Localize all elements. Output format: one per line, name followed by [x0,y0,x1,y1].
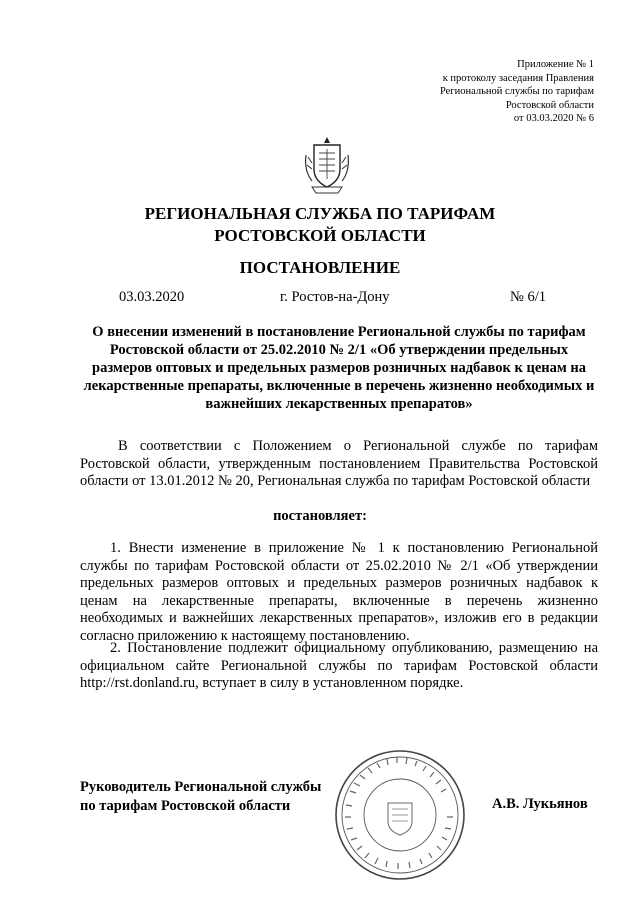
annex-line: к протоколу заседания Правления [442,72,594,84]
resolves-heading: постановляет: [273,508,367,524]
document-city: г. Ростов-на-Дону [280,289,390,305]
annex-note [440,58,594,126]
official-seal-stamp [330,745,470,885]
signatory-name: А.В. Лукьянов [492,796,588,812]
annex-line: Региональной службы по тарифам [439,86,594,97]
org-line: РЕГИОНАЛЬНАЯ СЛУЖБА ПО ТАРИФАМ [144,204,496,223]
document-number: № 6/1 [510,289,546,305]
annex-line: Ростовской области [505,99,594,111]
signatory-title-line: по тарифам Ростовской области [80,798,291,814]
organization-name [0,203,640,247]
document-type: ПОСТАНОВЛЕНИЕ [239,258,401,277]
signatory-title [80,778,321,816]
intro-paragraph: В соответствии с Положением о Региональной службе по тарифам Ростовской области, утвержденным постановлением Правительства Ростовской области от 13.01.2012 № 20, Региональная служба по тарифам Ростовской области [80,438,598,490]
signatory-title-line: Руководитель Региональной службы [80,779,322,795]
annex-line: от 03.03.2020 № 6 [513,113,594,124]
coat-of-arms-emblem [302,135,352,195]
document-date: 03.03.2020 [119,289,185,305]
annex-line: Приложение № 1 [517,59,594,70]
resolution-item: 2. Постановление подлежит официальному опубликованию, размещению на официальном сайте Региональной службы по тарифам Ростовской области http://rst.donland.ru, вступает в силу в установленном порядке. [80,640,598,692]
resolution-item: 1. Внести изменение в приложение № 1 к постановлению Региональной службы по тарифам Ростовской области от 25.02.2010 № 2/1 «Об утверждении предельных размеров оптовых и предельных размеров розничных надбавок к ценам на лекарственные препараты, включенные в перечень жизненно необходимых и важнейших лекарственных препаратов», изложив его в редакции согласно приложению к настоящему постановлению. [80,540,598,644]
org-line: РОСТОВСКОЙ ОБЛАСТИ [214,226,426,245]
document-subject: О внесении изменений в постановление Региональной службы по тарифам Ростовской области от 25.02.2010 № 2/1 «Об утверждении предельных размеров оптовых и предельных размеров розничных надбавок к ценам на лекарственные препараты, включенные в перечень жизненно необходимых и важнейших лекарственных препаратов» [83,324,595,412]
